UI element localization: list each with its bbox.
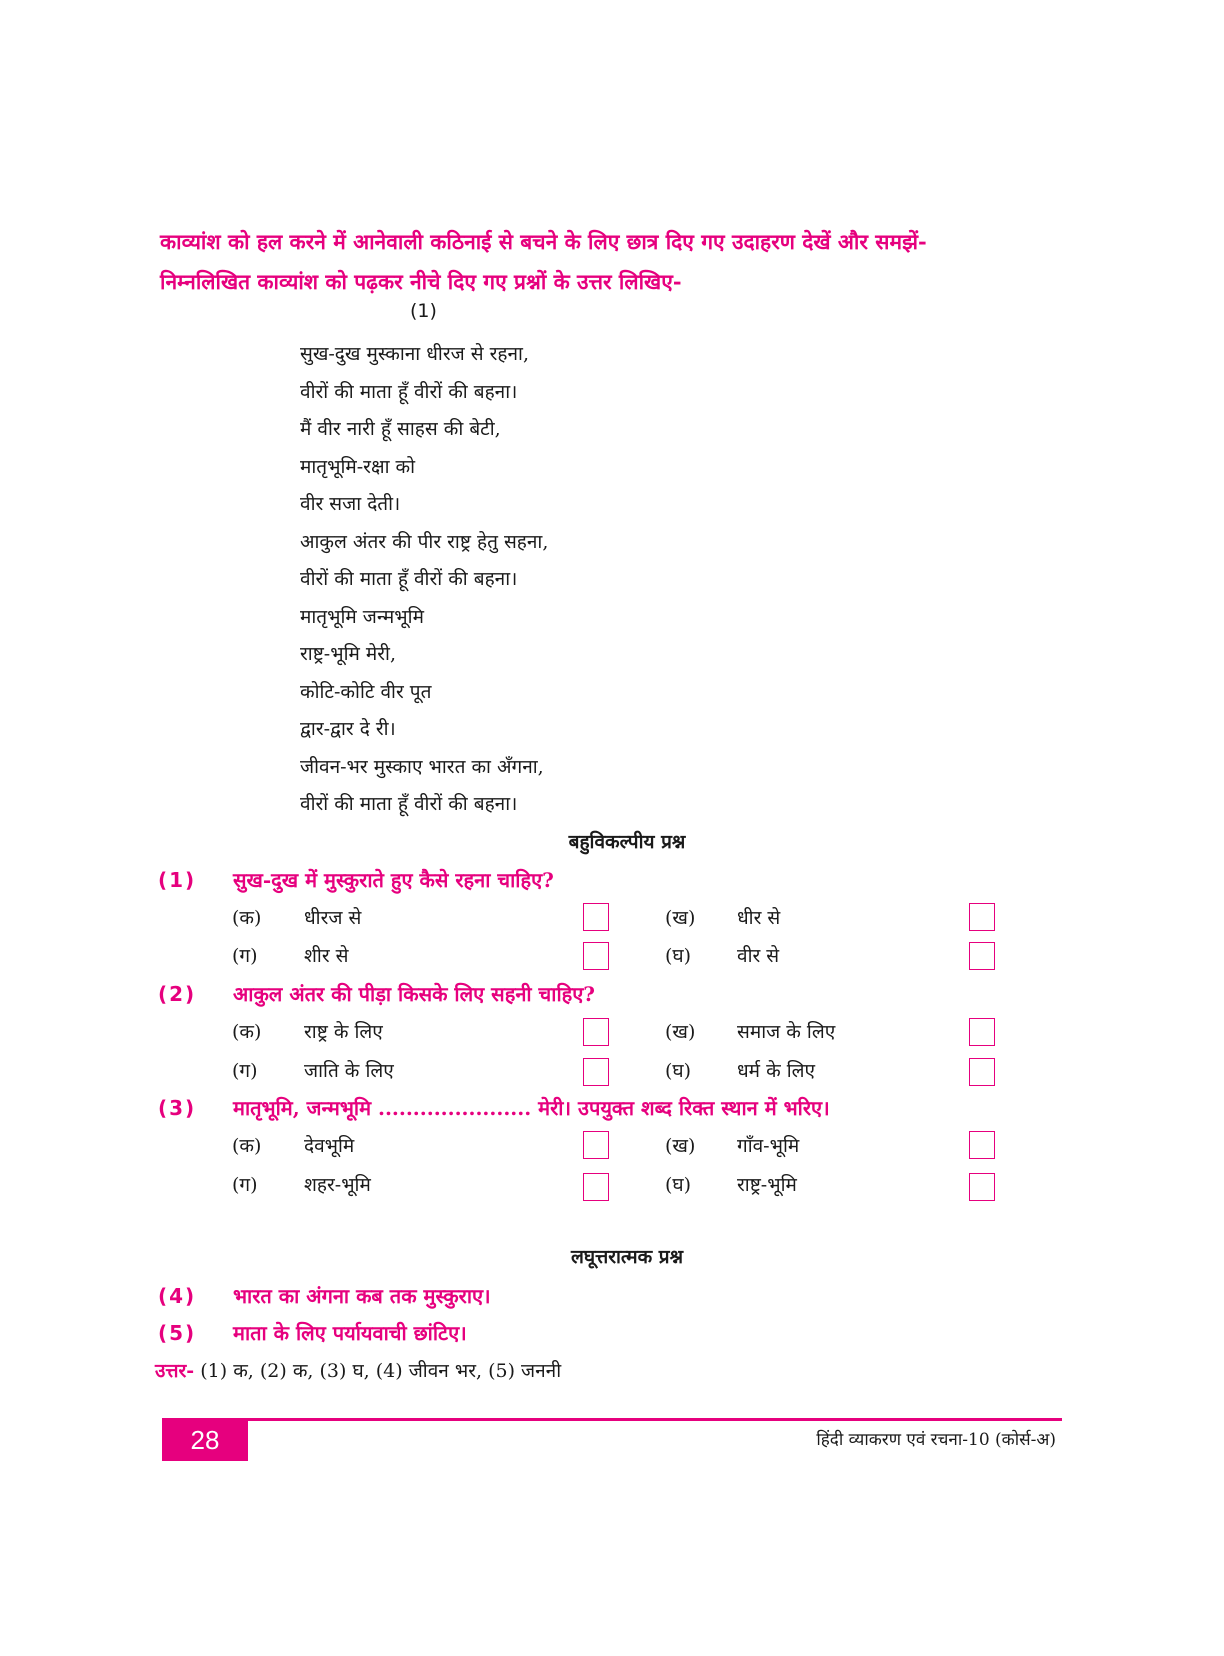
short-answer-section-heading: लघूत्तरात्मक प्रश्न	[570, 1246, 684, 1268]
checkbox-2d[interactable]	[969, 1058, 995, 1086]
intro-line-1: काव्यांश को हल करने में आनेवाली कठिनाई से बचने के लिए छात्र दिए गए उदाहरण देखें और समझें-	[160, 229, 927, 254]
question-number: (2)	[158, 982, 197, 1006]
question-text: भारत का अंगना कब तक मुस्कुराए।	[233, 1284, 491, 1308]
mcq-question-2	[158, 980, 595, 1007]
mcq-section-heading: बहुविकल्पीय प्रश्न	[568, 831, 686, 853]
option-3c: (ग) शहर-भूमि	[232, 1174, 371, 1196]
poem-line: राष्ट्र-भूमि मेरी,	[300, 643, 396, 665]
footer-divider	[162, 1418, 1062, 1421]
intro-line-2: निम्नलिखित काव्यांश को पढ़कर नीचे दिए गए प्रश्नों के उत्तर लिखिए-	[160, 269, 682, 294]
checkbox-1d[interactable]	[969, 942, 995, 970]
answer-label: उत्तर-	[155, 1360, 195, 1382]
checkbox-3b[interactable]	[969, 1131, 995, 1159]
poem-line: मातृभूमि-रक्षा को	[300, 455, 416, 478]
checkbox-3a[interactable]	[583, 1131, 609, 1159]
poem-line: वीर सजा देती।	[300, 493, 401, 515]
option-1c: (ग) शीर से	[232, 945, 349, 967]
question-number: (3)	[158, 1096, 197, 1120]
checkbox-2b[interactable]	[969, 1018, 995, 1046]
question-text: माता के लिए पर्यायवाची छांटिए।	[233, 1321, 467, 1345]
checkbox-2a[interactable]	[583, 1018, 609, 1046]
poem-line: वीरों की माता हूँ वीरों की बहना।	[300, 568, 518, 590]
question-number: (4)	[158, 1284, 197, 1308]
poem-line: द्वार-द्वार दे री।	[300, 718, 396, 740]
poem	[300, 336, 548, 824]
question-number: (5)	[158, 1321, 197, 1345]
option-2c: (ग) जाति के लिए	[232, 1060, 394, 1082]
option-1a: (क) धीरज से	[232, 907, 362, 929]
poem-line: वीरों की माता हूँ वीरों की बहना।	[300, 793, 518, 815]
poem-line: सुख-दुख मुस्काना धीरज से रहना,	[300, 343, 530, 365]
checkbox-2c[interactable]	[583, 1058, 609, 1086]
poem-line: मातृभूमि जन्मभूमि	[300, 605, 424, 628]
poem-line: कोटि-कोटि वीर पूत	[300, 680, 432, 703]
option-3d: (घ) राष्ट्र-भूमि	[665, 1174, 797, 1196]
book-title: हिंदी व्याकरण एवं रचना-10 (कोर्स-अ)	[816, 1430, 1056, 1450]
checkbox-1a[interactable]	[583, 903, 609, 931]
option-2d: (घ) धर्म के लिए	[665, 1060, 816, 1082]
poem-line: जीवन-भर मुस्काए भारत का अँगना,	[300, 755, 544, 778]
short-question-4	[158, 1282, 491, 1309]
option-2a: (क) राष्ट्र के लिए	[232, 1021, 383, 1043]
checkbox-3d[interactable]	[969, 1173, 995, 1201]
question-text: सुख-दुख में मुस्कुराते हुए कैसे रहना चाहिए?	[233, 868, 554, 892]
poem-line: वीरों की माता हूँ वीरों की बहना।	[300, 380, 518, 403]
poem-line: आकुल अंतर की पीर राष्ट्र हेतु सहना,	[300, 530, 549, 553]
mcq-question-1	[158, 866, 554, 893]
poem-line: मैं वीर नारी हूँ साहस की बेटी,	[300, 418, 501, 440]
option-2b: (ख) समाज के लिए	[665, 1021, 836, 1043]
question-text: आकुल अंतर की पीड़ा किसके लिए सहनी चाहिए?	[233, 982, 596, 1006]
option-3a: (क) देवभूमि	[232, 1135, 355, 1157]
option-3b: (ख) गाँव-भूमि	[665, 1135, 800, 1157]
short-question-5	[158, 1319, 467, 1346]
checkbox-1c[interactable]	[583, 942, 609, 970]
page-number: 28	[162, 1419, 248, 1461]
answer-key	[155, 1357, 561, 1383]
option-1b: (ख) धीर से	[665, 907, 781, 929]
option-1d: (घ) वीर से	[665, 945, 780, 967]
checkbox-3c[interactable]	[583, 1173, 609, 1201]
question-number: (1)	[158, 868, 197, 892]
answer-text: (1) क, (2) क, (3) घ, (4) जीवन भर, (5) जननी	[194, 1360, 562, 1382]
poem-number: (1)	[410, 300, 437, 322]
question-text: मातृभूमि, जन्मभूमि ...................... मेरी। उपयुक्त शब्द रिक्त स्थान में भरिए।	[233, 1096, 830, 1120]
mcq-question-3	[158, 1094, 830, 1121]
checkbox-1b[interactable]	[969, 903, 995, 931]
